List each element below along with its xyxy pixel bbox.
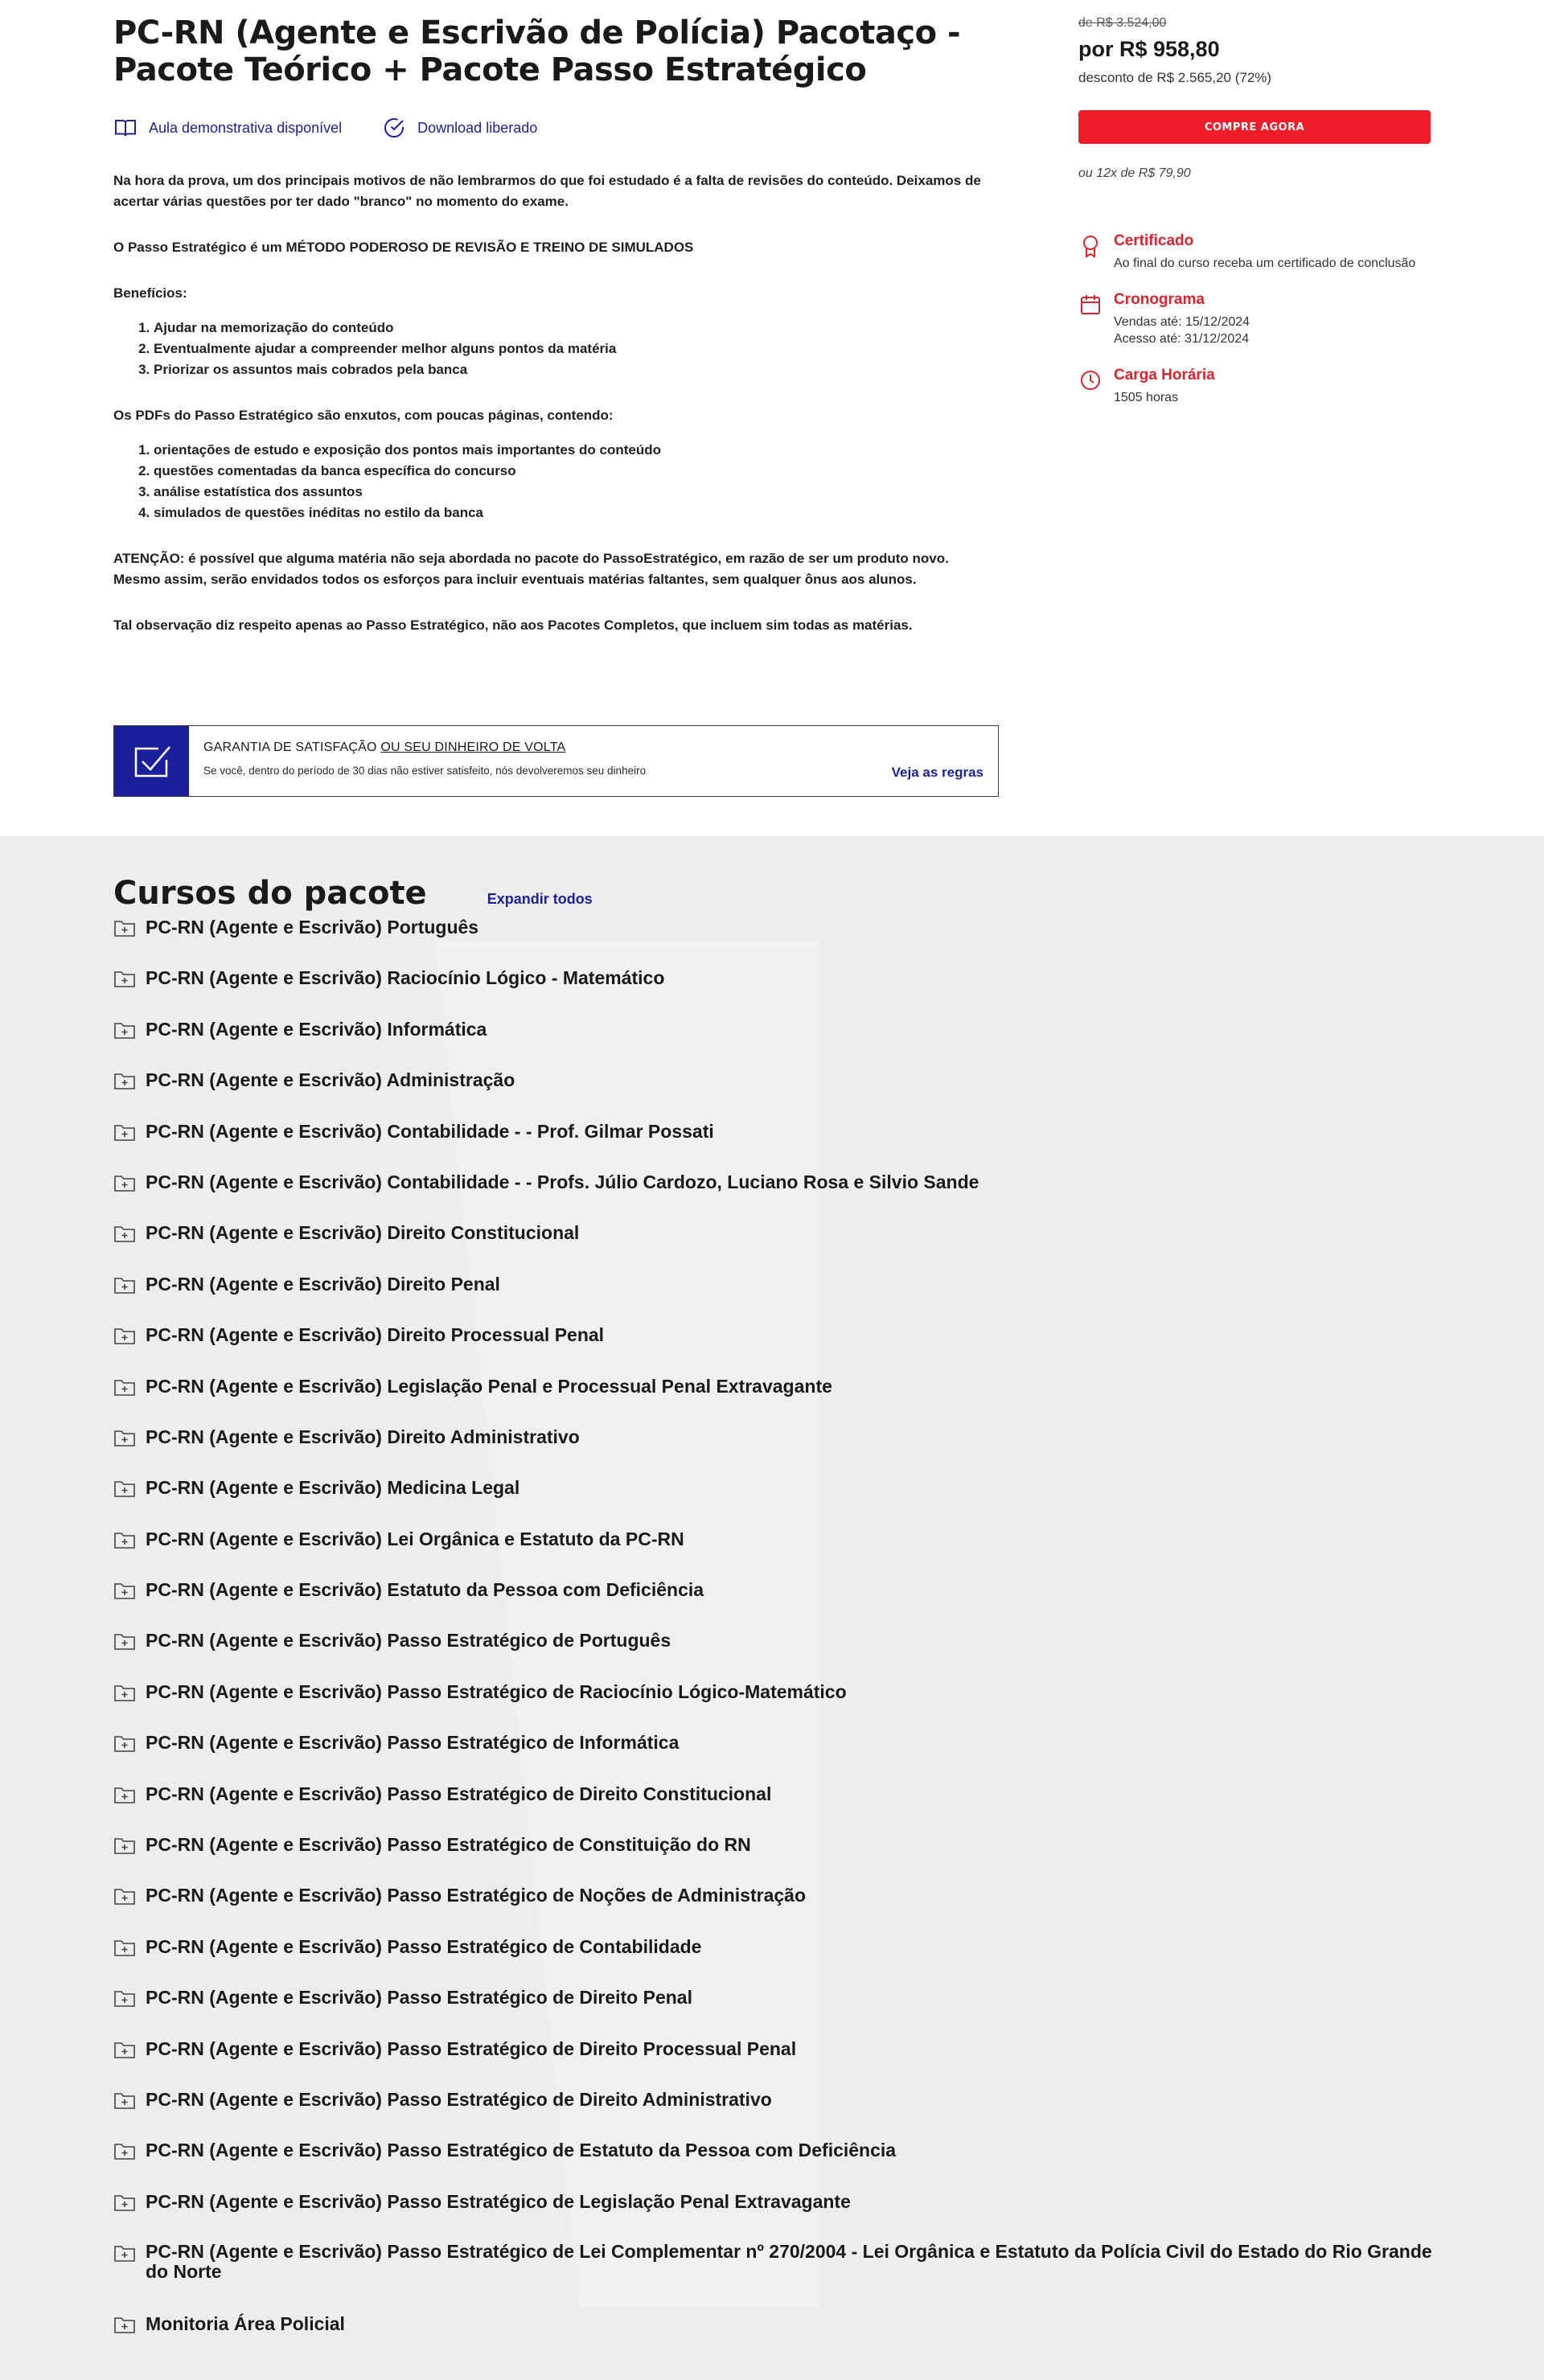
folder-plus-icon: [113, 1581, 136, 1600]
checkbox-icon: [131, 741, 173, 782]
desc-paragraph-1: Na hora da prova, um dos principais motivos de não lembrarmos do que foi estudado é a falta de revisões do conteúdo. Deixamos de acertar várias questões por ter dado "branco" no momento do exame.: [113, 173, 981, 209]
demo-class-badge[interactable]: [113, 116, 342, 140]
current-price: por R$ 958,80: [1078, 37, 1220, 61]
folder-plus-icon: [113, 918, 136, 938]
folder-plus-icon: [113, 1122, 136, 1142]
course-item[interactable]: [113, 1121, 1440, 1172]
clock-icon: [1078, 368, 1103, 392]
course-item[interactable]: [113, 1579, 1440, 1630]
hours-title: Carga Horária: [1114, 367, 1215, 384]
attention-paragraph: ATENÇÃO: é possível que alguma matéria não seja abordada no pacote do PassoEstratégico, em razão de ser um produto novo. Mesmo assim, serão envidados todos os esforços para incluir eventuais matérias faltantes, sem qualquer ônus aos alunos.: [113, 551, 949, 587]
folder-plus-icon: [113, 969, 136, 988]
course-item[interactable]: [113, 1222, 1440, 1273]
guarantee-title-prefix: GARANTIA DE SATISFAÇÃO: [203, 741, 381, 754]
course-item-label: PC-RN (Agente e Escrivão) Passo Estratégico de Lei Complementar nº 270/2004 - Lei Orgânica e Estatuto da Polícia Civil do Estado do Rio Grande do Norte: [146, 2241, 1432, 2283]
guarantee-box: [113, 725, 999, 797]
download-badge[interactable]: [382, 116, 537, 140]
pdf-item: 4. simulados de questões inéditas no estilo da banca: [154, 503, 998, 523]
course-item[interactable]: [113, 1477, 1440, 1528]
courses-title: Cursos do pacote: [113, 875, 427, 912]
pdf-item: 1. orientações de estudo e exposição dos pontos mais importantes do conteúdo: [154, 440, 998, 461]
folder-plus-icon: [113, 1428, 136, 1447]
folder-plus-icon: [113, 1275, 136, 1295]
guarantee-title-underlined: OU SEU DINHEIRO DE VOLTA: [380, 741, 566, 754]
course-item[interactable]: [113, 2140, 1440, 2190]
certificate-info: [1078, 232, 1432, 272]
course-item-label: PC-RN (Agente e Escrivão) Direito Processual Penal: [146, 1324, 605, 1346]
guarantee-body: [189, 726, 998, 796]
guarantee-rules-link[interactable]: Veja as regras: [891, 765, 983, 780]
course-item[interactable]: [113, 1834, 1440, 1885]
benefits-label: Benefícios:: [113, 285, 187, 301]
course-item-label: PC-RN (Agente e Escrivão) Legislação Penal e Processual Penal Extravagante: [146, 1375, 832, 1397]
course-item[interactable]: [113, 1069, 1440, 1120]
courses-section: [0, 836, 1544, 2380]
old-price: de R$ 3.524,00: [1078, 16, 1167, 30]
guarantee-icon-box: [114, 726, 189, 796]
course-item[interactable]: [113, 1172, 1440, 1222]
folder-plus-icon: [113, 1734, 136, 1753]
installments-text: ou 12x de R$ 79,90: [1078, 166, 1191, 180]
folder-plus-icon: [113, 1326, 136, 1345]
pdf-item: 2. questões comentadas da banca específica do concurso: [154, 461, 998, 482]
course-item-label: PC-RN (Agente e Escrivão) Medicina Legal: [146, 1477, 520, 1499]
course-item-label: PC-RN (Agente e Escrivão) Passo Estratégico de Informática: [146, 1732, 680, 1754]
course-item-label: PC-RN (Agente e Escrivão) Passo Estratégico de Constituição do RN: [146, 1834, 751, 1856]
feature-badges: [113, 116, 998, 140]
folder-plus-icon: [113, 1224, 136, 1243]
course-item[interactable]: [113, 1783, 1440, 1834]
courses-header: [113, 875, 593, 912]
course-item-label: PC-RN (Agente e Escrivão) Estatuto da Pessoa com Deficiência: [146, 1579, 704, 1601]
course-item-label: PC-RN (Agente e Escrivão) Direito Administrativo: [146, 1426, 580, 1447]
schedule-access: Acesso até: 31/12/2024: [1114, 332, 1250, 346]
award-icon: [1078, 234, 1103, 258]
product-title: PC-RN (Agente e Escrivão de Polícia) Pacotaço - Pacote Teórico + Pacote Passo Estratégico: [113, 14, 961, 88]
course-item-label: PC-RN (Agente e Escrivão) Passo Estratégico de Direito Penal: [146, 1987, 692, 2009]
certificate-title: Certificado: [1114, 232, 1194, 249]
buy-now-button[interactable]: COMPRE AGORA: [1078, 110, 1431, 144]
course-item-label: PC-RN (Agente e Escrivão) Passo Estratégico de Direito Processual Penal: [146, 2037, 797, 2059]
download-label: Download liberado: [417, 119, 538, 136]
course-item[interactable]: [113, 1987, 1440, 2037]
course-list: [113, 917, 1440, 2365]
hours-text: 1505 horas: [1114, 391, 1179, 404]
certificate-text: Ao final do curso receba um certificado de conclusão: [1114, 256, 1416, 270]
desc-paragraph-2: O Passo Estratégico é um MÉTODO PODEROSO DE REVISÃO E TREINO DE SIMULADOS: [113, 240, 694, 255]
folder-plus-icon: [113, 1071, 136, 1090]
folder-plus-icon: [113, 1173, 136, 1192]
expand-all-link[interactable]: Expandir todos: [487, 891, 593, 907]
folder-plus-icon: [113, 1785, 136, 1804]
course-item-label: Monitoria Área Policial: [146, 2313, 345, 2335]
product-description: [113, 170, 998, 636]
check-circle-icon: [382, 116, 406, 140]
course-item[interactable]: [113, 2191, 1440, 2242]
course-item-label: PC-RN (Agente e Escrivão) Raciocínio Lógico - Matemático: [146, 967, 665, 989]
course-item[interactable]: [113, 1324, 1440, 1375]
folder-plus-icon: [113, 1479, 136, 1498]
course-item-label: PC-RN (Agente e Escrivão) Passo Estratégico de Direito Administrativo: [146, 2088, 772, 2110]
folder-plus-icon: [113, 2315, 136, 2334]
course-item-label: PC-RN (Agente e Escrivão) Passo Estratégico de Estatuto da Pessoa com Deficiência: [146, 2140, 897, 2161]
pdfs-label: Os PDFs do Passo Estratégico são enxutos, com poucas páginas, contendo:: [113, 408, 614, 423]
folder-plus-icon: [113, 1938, 136, 1957]
benefit-item: 3. Priorizar os assuntos mais cobrados pela banca: [154, 359, 998, 380]
course-item-label: PC-RN (Agente e Escrivão) Contabilidade - - Prof. Gilmar Possati: [146, 1120, 714, 1142]
discount-text: desconto de R$ 2.565,20 (72%): [1078, 70, 1272, 85]
course-item-label: PC-RN (Agente e Escrivão) Direito Penal: [146, 1273, 500, 1295]
book-icon: [113, 116, 138, 140]
course-item-label: PC-RN (Agente e Escrivão) Contabilidade - - Profs. Júlio Cardozo, Luciano Rosa e Silvio Sande: [146, 1171, 979, 1192]
course-item[interactable]: [113, 1936, 1440, 1987]
pdfs-list: [154, 440, 998, 523]
course-item[interactable]: [113, 917, 1440, 967]
hours-info: [1078, 367, 1432, 406]
note-paragraph: Tal observação diz respeito apenas ao Passo Estratégico, não aos Pacotes Completos, que incluem sim todas as matérias.: [113, 618, 913, 633]
course-item-label: PC-RN (Agente e Escrivão) Lei Orgânica e Estatuto da PC-RN: [146, 1528, 684, 1549]
folder-plus-icon: [113, 1377, 136, 1397]
schedule-title: Cronograma: [1114, 291, 1205, 308]
course-item-label: PC-RN (Agente e Escrivão) Português: [146, 917, 479, 938]
pdf-item: 3. análise estatística dos assuntos: [154, 482, 998, 503]
course-item-label: PC-RN (Agente e Escrivão) Passo Estratégico de Raciocínio Lógico-Matemático: [146, 1680, 847, 1702]
folder-plus-icon: [113, 1020, 136, 1040]
course-item[interactable]: [113, 1681, 1440, 1732]
folder-plus-icon: [113, 1683, 136, 1702]
folder-plus-icon: [113, 2193, 136, 2212]
course-item[interactable]: [113, 1376, 1440, 1426]
course-item[interactable]: [113, 2313, 1440, 2364]
course-item-label: PC-RN (Agente e Escrivão) Passo Estratégico de Noções de Administração: [146, 1885, 807, 1906]
benefits-list: [154, 318, 998, 380]
course-item[interactable]: [113, 1274, 1440, 1324]
benefit-item: 1. Ajudar na memorização do conteúdo: [154, 318, 998, 339]
folder-plus-icon: [113, 1631, 136, 1651]
course-item[interactable]: [113, 2089, 1440, 2140]
course-item[interactable]: [113, 967, 1440, 1018]
guarantee-title: [203, 741, 983, 755]
course-item[interactable]: [113, 1630, 1440, 1680]
demo-class-label: Aula demonstrativa disponível: [149, 119, 343, 136]
folder-plus-icon: [113, 1530, 136, 1549]
course-item-label: PC-RN (Agente e Escrivão) Direito Constitucional: [146, 1222, 580, 1244]
schedule-info: [1078, 291, 1432, 347]
folder-plus-icon: [113, 1886, 136, 1906]
folder-plus-icon: [113, 2141, 136, 2160]
folder-plus-icon: [113, 2040, 136, 2059]
course-item-label: PC-RN (Agente e Escrivão) Informática: [146, 1018, 487, 1040]
course-item[interactable]: [113, 1732, 1440, 1783]
folder-plus-icon: [113, 2243, 136, 2263]
pricing-column: [1078, 16, 1432, 425]
course-item-label: PC-RN (Agente e Escrivão) Passo Estratégico de Português: [146, 1630, 671, 1652]
course-item[interactable]: [113, 2038, 1440, 2089]
folder-plus-icon: [113, 2091, 136, 2110]
course-item-label: PC-RN (Agente e Escrivão) Administração: [146, 1069, 515, 1091]
folder-plus-icon: [113, 1988, 136, 2008]
product-main-column: [113, 14, 998, 661]
benefit-item: 2. Eventualmente ajudar a compreender melhor alguns pontos da matéria: [154, 339, 998, 359]
course-info-list: [1078, 232, 1432, 406]
folder-plus-icon: [113, 1836, 136, 1855]
guarantee-text: Se você, dentro do período de 30 dias não estiver satisfeito, nós devolveremos seu dinheiro: [203, 765, 647, 777]
course-item-label: PC-RN (Agente e Escrivão) Passo Estratégico de Direito Constitucional: [146, 1783, 772, 1804]
course-item[interactable]: [113, 1529, 1440, 1579]
course-item[interactable]: [113, 2242, 1440, 2313]
course-item[interactable]: [113, 1426, 1440, 1477]
product-header-section: [0, 0, 1544, 836]
course-item[interactable]: [113, 1885, 1440, 1935]
course-item[interactable]: [113, 1019, 1440, 1069]
course-item-label: PC-RN (Agente e Escrivão) Passo Estratégico de Legislação Penal Extravagante: [146, 2190, 851, 2212]
course-item-label: PC-RN (Agente e Escrivão) Passo Estratégico de Contabilidade: [146, 1935, 702, 1957]
calendar-icon: [1078, 293, 1103, 317]
schedule-sales: Vendas até: 15/12/2024: [1114, 315, 1250, 329]
